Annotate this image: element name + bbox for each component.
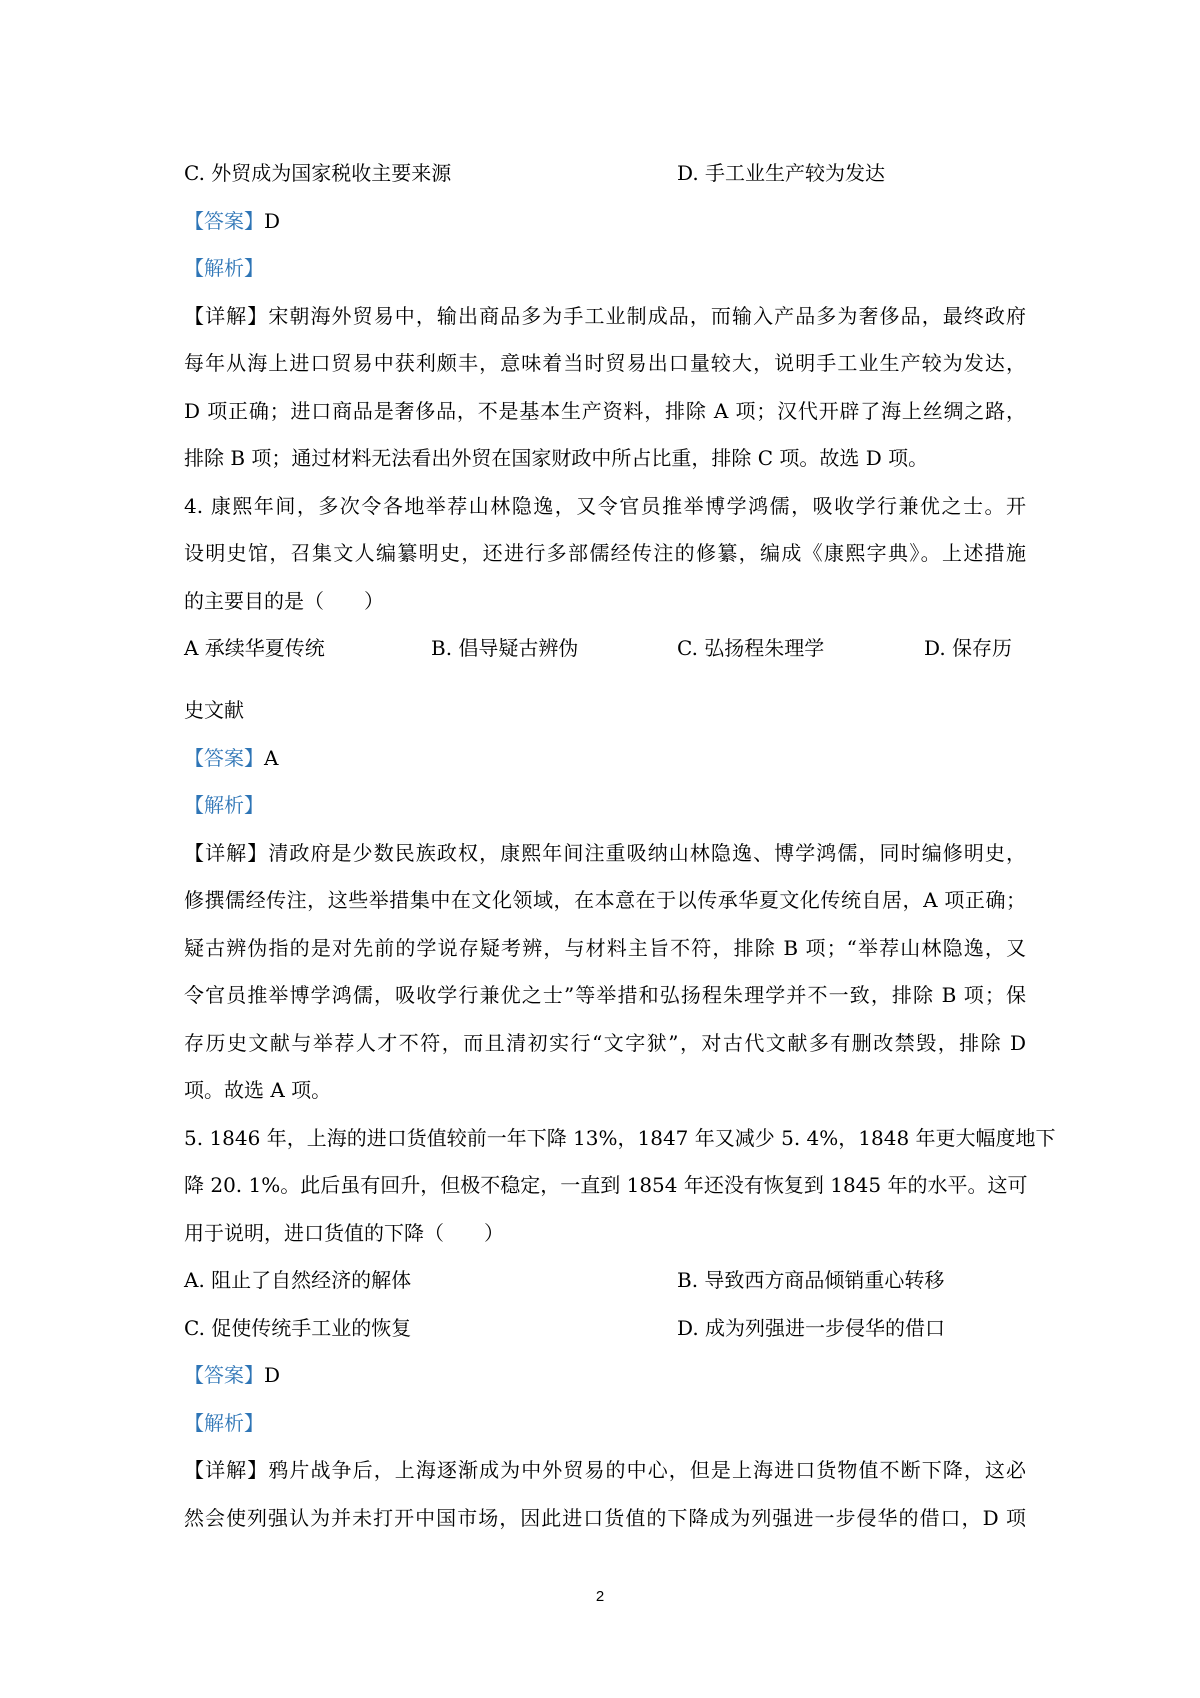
q4-option-b: B. 倡导疑古辨伪 — [431, 636, 579, 660]
q3-detail-line: 每年从海上进口贸易中获利颇丰，意味着当时贸易出口量较大，说明手工业生产较为发达， — [184, 351, 1026, 375]
q5-detail-line: 然会使列强认为并未打开中国市场，因此进口货值的下降成为列强进一步侵华的借口，D 项 — [184, 1505, 1026, 1530]
q4-detail-line: 令官员推举博学鸿儒，吸收学行兼优之士”等举措和弘扬程朱理学并不一致，排除 B 项；保 — [184, 983, 1026, 1007]
answer-tag: 【答案】 — [184, 1363, 264, 1387]
q5-option-row-ab — [184, 1257, 1026, 1305]
q5-analysis — [184, 1400, 1026, 1448]
q5-option-a: A. 阻止了自然经济的解体 — [184, 1268, 412, 1292]
q4-stem-line: 设明史馆，召集文人编纂明史，还进行多部儒经传注的修纂，编成《康熙字典》。上述措施 — [184, 541, 1026, 565]
q4-detail-line: 【详解】清政府是少数民族政权，康熙年间注重吸纳山林隐逸、博学鸿儒，同时编修明史， — [184, 840, 1027, 865]
document-page — [184, 150, 1056, 1542]
q3-option-c: C. 外贸成为国家税收主要来源 — [184, 161, 452, 185]
q3-detail-line: D 项正确；进口商品是奢侈品，不是基本生产资料，排除 A 项；汉代开辟了海上丝绸之路， — [184, 398, 1026, 423]
q3-option-row-cd — [184, 150, 1026, 198]
analysis-tag: 【解析】 — [184, 1410, 264, 1435]
page-number: 2 — [595, 1588, 605, 1605]
q5-stem-line: 降 20. 1%。此后虽有回升，但极不稳定，一直到 1854 年还没有恢复到 1845 年的水平。这可 — [184, 1173, 1028, 1197]
answer-value: D — [264, 208, 281, 233]
q4-option-row — [184, 625, 1026, 687]
q5-stem-line: 5. 1846 年，上海的进口货值较前一年下降 13%，1847 年又减少 5. 4%，1848 年更大幅度地下 — [184, 1125, 1056, 1150]
detail-tag: 【详解】 — [184, 303, 269, 328]
q5-answer — [184, 1352, 1026, 1400]
answer-value: D — [264, 1363, 281, 1387]
q3-answer — [184, 198, 1026, 246]
q4-detail-line: 项。故选 A 项。 — [184, 1078, 332, 1102]
q3-analysis — [184, 245, 1026, 293]
q5-detail-line: 【详解】鸦片战争后，上海逐渐成为中外贸易的中心，但是上海进口货物值不断下降，这必 — [184, 1458, 1027, 1482]
q5-option-row-cd — [184, 1305, 1026, 1353]
answer-value: A — [264, 745, 279, 770]
q4-analysis — [184, 782, 1026, 830]
q4-detail-line: 疑古辨伪指的是对先前的学说存疑考辨，与材料主旨不符，排除 B 项；“举荐山林隐逸，又 — [184, 935, 1026, 960]
q4-answer — [184, 735, 1026, 783]
q4-stem-line: 的主要目的是（ ） — [184, 588, 384, 613]
q3-detail-line: 排除 B 项；通过材料无法看出外贸在国家财政中所占比重，排除 C 项。故选 D 项。 — [184, 446, 929, 470]
q4-option-c: C. 弘扬程朱理学 — [677, 636, 825, 660]
q4-option-d: D. 保存历 — [924, 636, 1013, 660]
q4-stem-line: 4. 康熙年间，多次令各地举荐山林隐逸，又令官员推举博学鸿儒，吸收学行兼优之士。开 — [184, 493, 1026, 518]
q5-option-d: D. 成为列强进一步侵华的借口 — [677, 1315, 946, 1340]
q5-option-c: C. 促使传统手工业的恢复 — [184, 1315, 412, 1340]
q4-detail-line: 存历史文献与举荐人才不符，而且清初实行“文字狱”，对古代文献多有删改禁毁，排除 D — [184, 1030, 1026, 1055]
q5-stem-line: 用于说明，进口货值的下降（ ） — [184, 1220, 504, 1245]
q4-option-a: A 承续华夏传统 — [184, 636, 325, 660]
q5-option-b: B. 导致西方商品倾销重心转移 — [677, 1268, 945, 1292]
answer-tag: 【答案】 — [184, 208, 264, 233]
answer-tag: 【答案】 — [184, 745, 264, 770]
detail-tag: 【详解】 — [184, 840, 269, 865]
detail-tag: 【详解】 — [184, 1458, 269, 1482]
analysis-tag: 【解析】 — [184, 256, 264, 280]
q3-option-d: D. 手工业生产较为发达 — [677, 161, 886, 185]
analysis-tag: 【解析】 — [184, 793, 264, 817]
q3-detail-line: 【详解】宋朝海外贸易中，输出商品多为手工业制成品，而输入产品多为奢侈品，最终政府 — [184, 303, 1027, 328]
q4-option-wrap: 史文献 — [184, 698, 244, 722]
q4-detail-line: 修撰儒经传注，这些举措集中在文化领域，在本意在于以传承华夏文化传统自居，A 项正确； — [184, 888, 1026, 912]
